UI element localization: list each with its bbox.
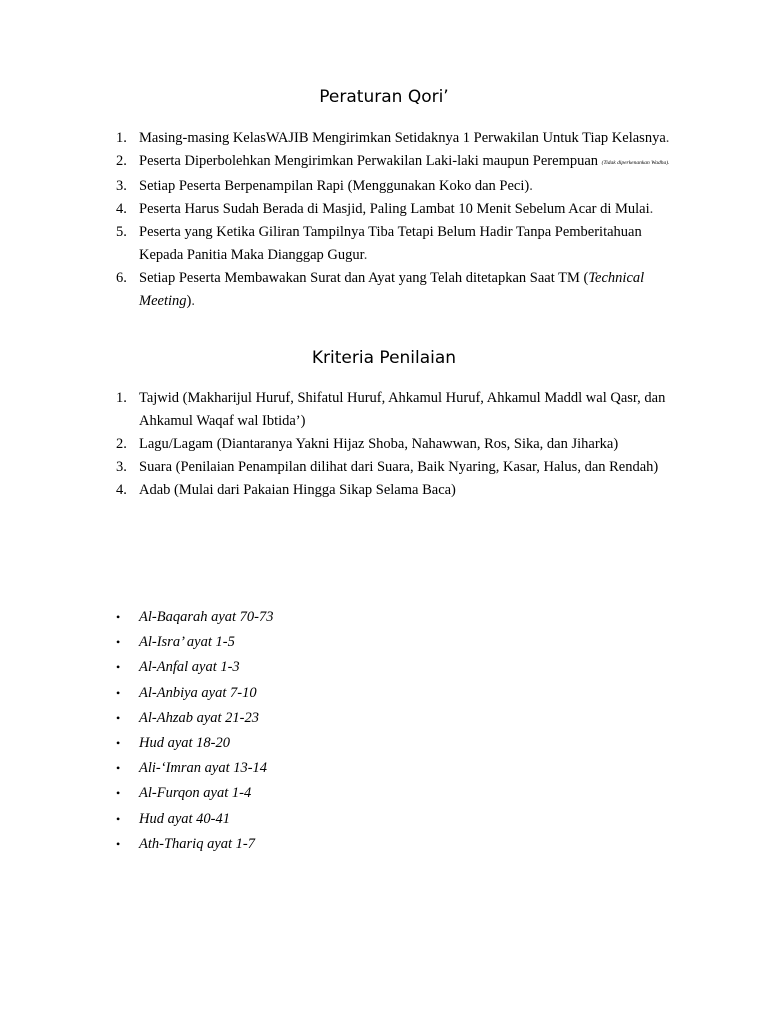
surah-text: Ali-‘Imran ayat 13-14 [139, 760, 268, 777]
rule-note: (Tidak diperkenankan Wadha). [601, 160, 670, 166]
criteria-heading: Kriteria Penilaian [311, 348, 457, 368]
surah-item [114, 731, 684, 756]
rule-end: . [363, 247, 368, 263]
criteria-item [114, 433, 684, 456]
list-number: 3. [116, 178, 127, 194]
list-number: 2. [116, 153, 127, 169]
rule-end: . [191, 293, 195, 309]
rule-end: . [529, 178, 533, 194]
rule-text: Setiap Peserta Berpenampilan Rapi (Menggunakan Koko dan Peci) [139, 178, 530, 194]
criteria-item [114, 387, 684, 433]
rule-item [114, 221, 684, 267]
rule-item [114, 150, 684, 175]
surah-item [114, 630, 684, 655]
list-number: 6. [116, 270, 127, 286]
surah-text: Al-Ahzab ayat 21-23 [139, 709, 260, 726]
bullet-icon: • [116, 736, 121, 751]
surah-list [114, 605, 684, 857]
bullet-icon: • [116, 811, 121, 826]
surah-text: Al-Furqon ayat 1-4 [139, 785, 252, 802]
list-number: 1. [116, 130, 127, 146]
bullet-icon: • [116, 786, 121, 801]
rule-text: Masing-masing KelasWAJIB Mengirimkan Setidaknya 1 Perwakilan Untuk Tiap Kelasnya [139, 130, 666, 146]
rule-end: . [665, 130, 670, 146]
list-number: 3. [116, 459, 127, 475]
bullet-icon: • [116, 761, 121, 776]
surah-item [114, 807, 684, 832]
bullet-icon: • [116, 635, 121, 650]
criteria-item [114, 456, 684, 479]
criteria-text: Tajwid (Makharijul Huruf, Shifatul Huruf, Ahkamul Huruf, Ahkamul Maddl wal Qasr, dan Ahkamul Waqaf wal Ibtida’) [139, 390, 666, 429]
rule-item [114, 175, 684, 198]
surah-text: Al-Anfal ayat 1-3 [139, 659, 240, 676]
rule-after: ) [186, 293, 192, 309]
criteria-text: Suara (Penilaian Penampilan dilihat dari Suara, Baik Nyaring, Kasar, Halus, dan Rendah) [139, 459, 659, 475]
surah-text: Al-Baqarah ayat 70-73 [139, 609, 274, 625]
rule-item [114, 198, 684, 221]
rules-heading: Peraturan Qori’ [319, 87, 449, 107]
rule-text: Peserta yang Ketika Giliran Tampilnya Tiba Tetapi Belum Hadir Tanpa Pemberitahuan Kepada Panitia Maka Dianggap Gugur [139, 224, 642, 263]
rule-italic: Technical Meeting [139, 270, 645, 309]
rule-text: Peserta Harus Sudah Berada di Masjid, Paling Lambat 10 Menit Sebelum Acar di Mulai [139, 201, 650, 217]
list-number: 2. [116, 436, 127, 452]
bullet-icon: • [116, 660, 121, 675]
rule-text: Setiap Peserta Membawakan Surat dan Ayat yang Telah ditetapkan Saat TM ( [139, 270, 589, 286]
surah-text: Hud ayat 18-20 [139, 735, 231, 752]
rule-item [114, 267, 684, 313]
rule-item [114, 127, 684, 150]
criteria-text: Adab (Mulai dari Pakaian Hingga Sikap Selama Baca) [139, 482, 456, 498]
surah-text: Al-Anbiya ayat 7-10 [139, 684, 257, 701]
list-number: 5. [116, 224, 127, 240]
criteria-item [114, 479, 684, 502]
surah-item [114, 781, 684, 806]
criteria-text: Lagu/Lagam (Diantaranya Yakni Hijaz Shoba, Nahawwan, Ros, Sika, dan Jiharka) [139, 436, 619, 452]
bullet-icon: • [116, 836, 121, 851]
surah-text: Al-Isra’ ayat 1-5 [139, 634, 235, 651]
rule-end: . [649, 201, 654, 217]
rules-list [114, 127, 684, 313]
surah-item [114, 681, 684, 706]
surah-text: Ath-Thariq ayat 1-7 [139, 835, 255, 852]
surah-item [114, 605, 684, 630]
surah-item [114, 706, 684, 731]
rule-text: Peserta Diperbolehkan Mengirimkan Perwakilan Laki-laki maupun Perempuan [139, 153, 602, 169]
surah-item [114, 756, 684, 781]
bullet-icon: • [116, 610, 121, 624]
list-number: 4. [116, 201, 127, 217]
list-number: 4. [116, 482, 127, 498]
bullet-icon: • [116, 685, 121, 700]
surah-text: Hud ayat 40-41 [139, 810, 231, 827]
bullet-icon: • [116, 710, 121, 725]
list-number: 1. [116, 390, 127, 406]
surah-item [114, 655, 684, 680]
surah-item [114, 832, 684, 857]
criteria-list [114, 387, 684, 502]
